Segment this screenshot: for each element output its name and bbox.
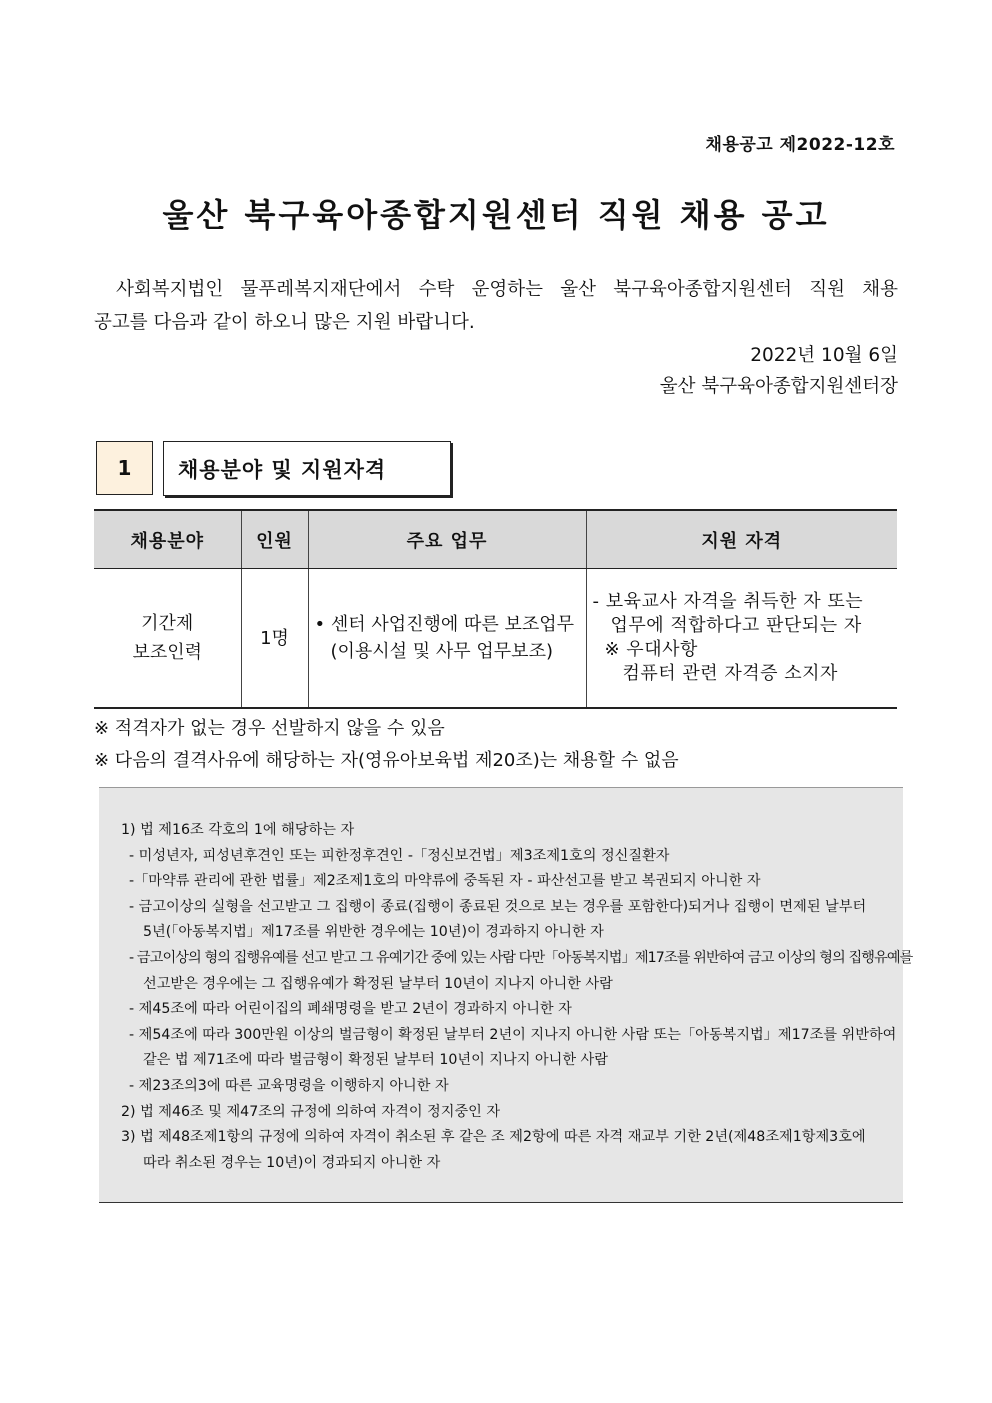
table-header-row <box>94 510 897 569</box>
field-line-1: 기간제 <box>141 613 194 634</box>
intro-line-2: 공고를 다음과 같이 하오니 많은 지원 바랍니다. <box>94 312 475 333</box>
recruitment-table <box>94 509 897 709</box>
cell-duty <box>308 569 586 709</box>
list-item: - 금고이상의 형의 집행유예를 선고 받고 그 유예기간 중에 있는 사람 다만「아동복지법」제17조를 위반하여 금고 이상의 형의 집행유예를 <box>129 949 913 966</box>
header-duty: 주요 업무 <box>308 510 586 569</box>
header-qualification: 지원 자격 <box>586 510 897 569</box>
list-item: - 제45조에 따라 어린이집의 폐쇄명령을 받고 2년이 경과하지 아니한 자 <box>129 1001 572 1018</box>
disqualification-box <box>99 787 913 1203</box>
qual-line-2: 업무에 적합하다고 판단되는 자 <box>610 615 862 636</box>
section-number-box: 1 <box>96 441 153 495</box>
qual-line-1: - 보육교사 자격을 취득한 자 또는 <box>592 591 864 612</box>
duty-line-1: • 센터 사업진행에 따른 보조업무 <box>314 614 575 635</box>
page-title: 울산 북구육아종합지원센터 직원 채용 공고 <box>162 196 830 234</box>
cell-count: 1명 <box>241 569 308 709</box>
list-item: 5년(「아동복지법」제17조를 위반한 경우에는 10년)이 경과하지 아니한 자 <box>143 924 604 941</box>
intro-paragraph <box>94 273 898 339</box>
list-item: 따라 취소된 경우는 10년)이 경과되지 아니한 자 <box>143 1154 441 1171</box>
duty-line-2: (이용시설 및 사무 업무보조) <box>330 641 553 662</box>
header-count: 인원 <box>241 510 308 569</box>
list-item: - 제54조에 따라 300만원 이상의 벌금형이 확정된 날부터 2년이 지나지 아니한 사람 또는「아동복지법」제17조를 위반하여 <box>129 1026 897 1043</box>
table-row <box>94 569 897 709</box>
list-item: 3) 법 제48조제1항의 규정에 의하여 자격이 취소된 후 같은 조 제2항에 따른 자격 재교부 기한 2년(제48조제1항제3호에 <box>121 1129 866 1146</box>
disqualification-list <box>99 788 913 1176</box>
cell-qualification <box>586 569 897 709</box>
list-item: -「마약류 관리에 관한 법률」제2조제1호의 마약류에 중독된 자 - 파산선고를 받고 복권되지 아니한 자 <box>129 873 761 890</box>
qual-line-4: 컴퓨터 관련 자격증 소지자 <box>622 663 838 684</box>
list-item: 선고받은 경우에는 그 집행유예가 확정된 날부터 10년이 지나지 아니한 사람 <box>143 975 613 992</box>
cell-field <box>94 569 241 709</box>
intro-line-1: 사회복지법인 물푸레복지재단에서 수탁 운영하는 울산 북구육아종합지원센터 직원 채용 <box>116 279 898 300</box>
section-title-box: 채용분야 및 지원자격 <box>163 441 451 496</box>
list-item: - 제23조의3에 따른 교육명령을 이행하지 아니한 자 <box>129 1077 449 1094</box>
list-item: 1) 법 제16조 각호의 1에 해당하는 자 <box>121 822 355 838</box>
qual-line-3: ※ 우대사항 <box>604 639 698 660</box>
document-number: 채용공고 제2022-12호 <box>705 135 895 155</box>
note-disqualification: ※ 다음의 결격사유에 해당하는 자(영유아보육법 제20조)는 채용할 수 없음 <box>94 750 679 771</box>
field-line-2: 보조인력 <box>132 642 203 663</box>
issuer-name: 울산 북구육아종합지원센터장 <box>659 376 898 397</box>
list-item: 2) 법 제46조 및 제47조의 규정에 의하여 자격이 정지중인 자 <box>121 1103 501 1120</box>
list-item: 같은 법 제71조에 따라 벌금형이 확정된 날부터 10년이 지나지 아니한 사람 <box>143 1052 608 1069</box>
list-item: - 미성년자, 피성년후견인 또는 피한정후견인 -「정신보건법」제3조제1호의 정신질환자 <box>129 847 670 864</box>
announcement-date: 2022년 10월 6일 <box>750 345 898 366</box>
header-field: 채용분야 <box>94 510 241 569</box>
note-no-candidate: ※ 적격자가 없는 경우 선발하지 않을 수 있음 <box>94 718 445 739</box>
list-item: - 금고이상의 실형을 선고받고 그 집행이 종료(집행이 종료된 것으로 보는 경우를 포함한다)되거나 집행이 면제된 날부터 <box>129 898 867 915</box>
